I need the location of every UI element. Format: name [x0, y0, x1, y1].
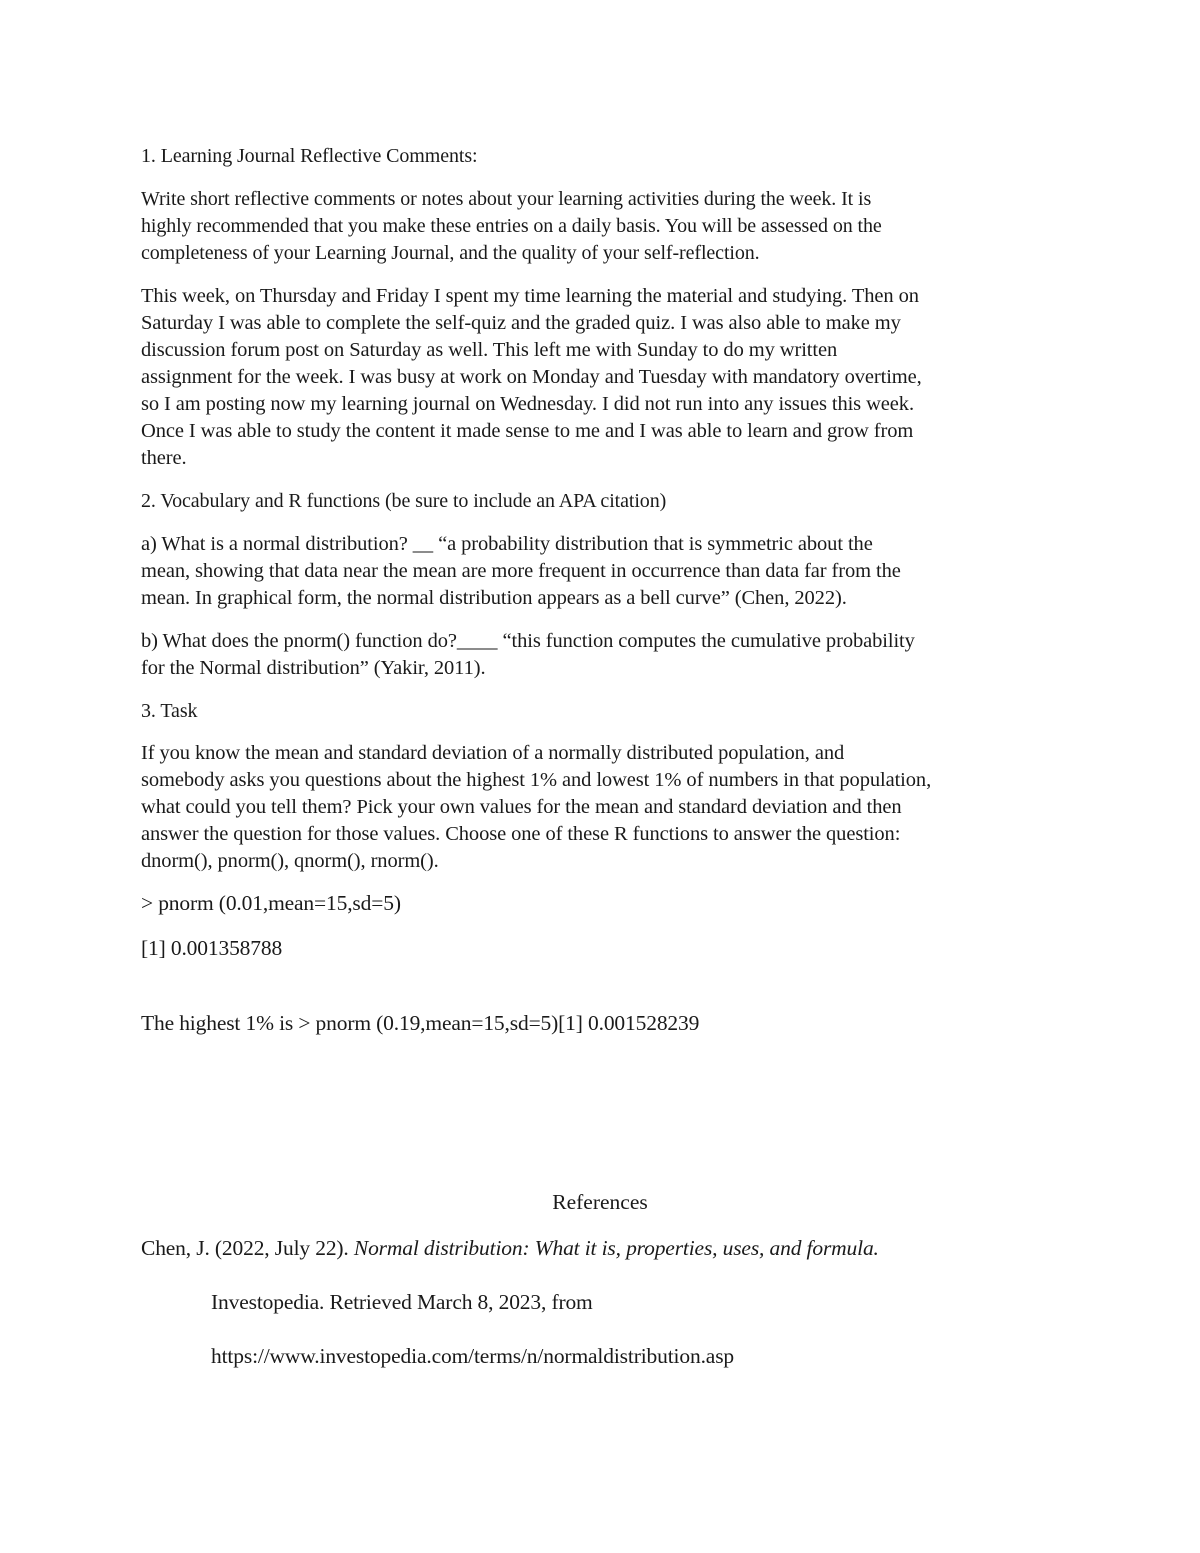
highest-percent-line: The highest 1% is > pnorm (0.19,mean=15,sd=5)[1] 0.001528239 [141, 1011, 700, 1035]
task-line: answer the question for those values. Choose one of these R functions to answer the question: [141, 823, 901, 845]
task-line: somebody asks you questions about the highest 1% and lowest 1% of numbers in that population, [141, 769, 932, 791]
section1-answer-line: there. [141, 447, 187, 469]
question-b-line: b) What does the pnorm() function do?____ “this function computes the cumulative probability [141, 630, 915, 652]
reference-author: Chen, J. (2022, July 22). [141, 1236, 354, 1260]
task-line: If you know the mean and standard deviation of a normally distributed population, and [141, 742, 845, 764]
section1-answer-line: Saturday I was able to complete the self-quiz and the graded quiz. I was also able to make my [141, 312, 901, 334]
section2-heading: 2. Vocabulary and R functions (be sure to include an APA citation) [141, 490, 667, 512]
section1-answer-line: assignment for the week. I was busy at work on Monday and Tuesday with mandatory overtime, [141, 366, 922, 388]
section1-answer-line: discussion forum post on Saturday as well. This left me with Sunday to do my written [141, 339, 838, 361]
reference-entry [141, 1235, 879, 1262]
section1-answer-line: This week, on Thursday and Friday I spent my time learning the material and studying. Then on [141, 285, 919, 307]
section1-answer-line: so I am posting now my learning journal on Wednesday. I did not run into any issues this week. [141, 393, 914, 415]
section1-prompt-line: completeness of your Learning Journal, and the quality of your self-reflection. [141, 242, 760, 264]
task-line: dnorm(), pnorm(), qnorm(), rnorm(). [141, 850, 439, 872]
references-title: References [552, 1190, 648, 1214]
section1-prompt-line: Write short reflective comments or notes about your learning activities during the week. It is [141, 188, 872, 210]
r-output-line: [1] 0.001358788 [141, 936, 283, 960]
section1-heading: 1. Learning Journal Reflective Comments: [141, 145, 478, 167]
task-line: what could you tell them? Pick your own values for the mean and standard deviation and then [141, 796, 902, 818]
question-a-line: mean. In graphical form, the normal distribution appears as a bell curve” (Chen, 2022). [141, 587, 847, 609]
question-a-line: a) What is a normal distribution? __ “a probability distribution that is symmetric about the [141, 533, 873, 555]
question-a-line: mean, showing that data near the mean are more frequent in occurrence than data far from the [141, 560, 901, 582]
reference-url: https://www.investopedia.com/terms/n/normaldistribution.asp [211, 1344, 735, 1368]
section1-prompt-line: highly recommended that you make these entries on a daily basis. You will be assessed on the [141, 215, 882, 237]
section3-heading: 3. Task [141, 700, 198, 722]
section1-answer-line: Once I was able to study the content it made sense to me and I was able to learn and grow from [141, 420, 914, 442]
question-b-line: for the Normal distribution” (Yakir, 2011). [141, 657, 486, 679]
reference-title: Normal distribution: What it is, properties, uses, and formula. [353, 1236, 879, 1260]
r-code-line: > pnorm (0.01,mean=15,sd=5) [141, 891, 401, 915]
reference-source: Investopedia. Retrieved March 8, 2023, from [211, 1290, 593, 1314]
